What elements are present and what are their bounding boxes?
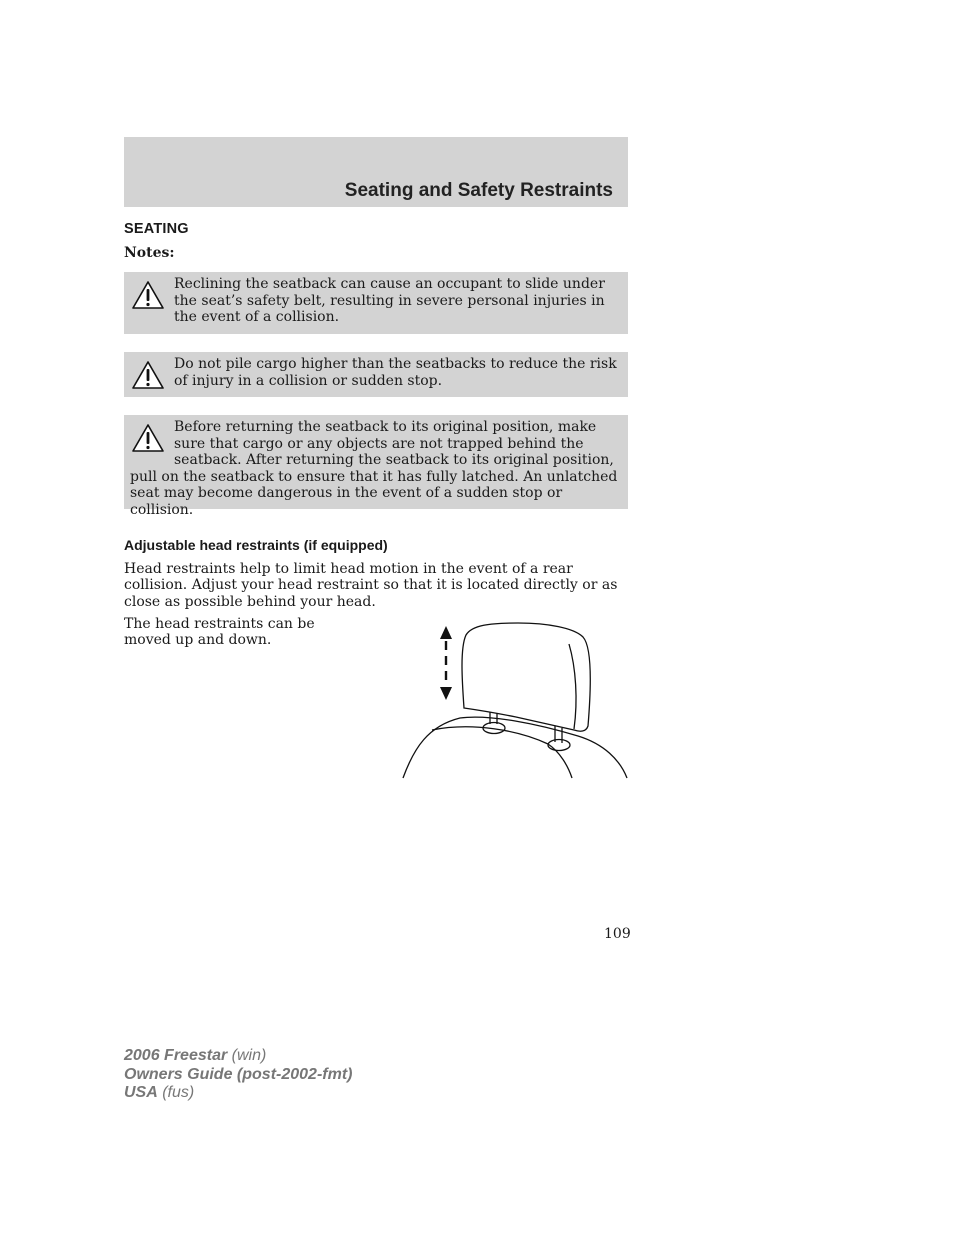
footer-line-1: 2006 Freestar (win) <box>124 1047 267 1064</box>
warning-text: Before returning the seatback to its original position, make sure that cargo or any objects are not trapped behind the seatback. After returning the seatback to its original position, pull on the seatback to ensure that it has fully latched. An unlatched seat may become dangerous in the event of a sudden stop or collision. <box>130 419 618 518</box>
document-footer <box>124 1047 352 1103</box>
warning-box-cargo-height <box>124 352 628 397</box>
warning-triangle-icon <box>131 360 165 390</box>
page-title: Seating and Safety Restraints <box>344 180 613 201</box>
head-restraint-illustration <box>398 620 630 782</box>
section-heading: SEATING <box>124 221 189 237</box>
warning-triangle-icon <box>131 423 165 453</box>
head-restraints-paragraph: Head restraints help to limit head motion in the event of a rear collision. Adjust your head restraint so that it is located directly or as close as possible behind your head. <box>124 561 618 610</box>
header-band <box>124 137 628 207</box>
warning-text: Do not pile cargo higher than the seatbacks to reduce the risk of injury in a collision or sudden stop. <box>174 356 617 389</box>
notes-label: Notes: <box>124 245 175 261</box>
warning-text: Reclining the seatback can cause an occupant to slide under the seat’s safety belt, resulting in severe personal injuries in the event of a collision. <box>174 276 605 325</box>
footer-line-3: USA (fus) <box>124 1084 195 1101</box>
up-down-arrow-icon <box>440 626 452 700</box>
head-restraints-heading: Adjustable head restraints (if equipped) <box>124 537 388 553</box>
warning-box-seatback-latch <box>124 415 628 518</box>
warning-box-reclining <box>124 272 628 334</box>
footer-line-2: Owners Guide (post-2002-fmt) <box>124 1065 353 1083</box>
head-restraints-move-paragraph: The head restraints can be moved up and down. <box>124 616 315 649</box>
page-number: 109 <box>604 926 631 942</box>
warning-triangle-icon <box>131 280 165 310</box>
